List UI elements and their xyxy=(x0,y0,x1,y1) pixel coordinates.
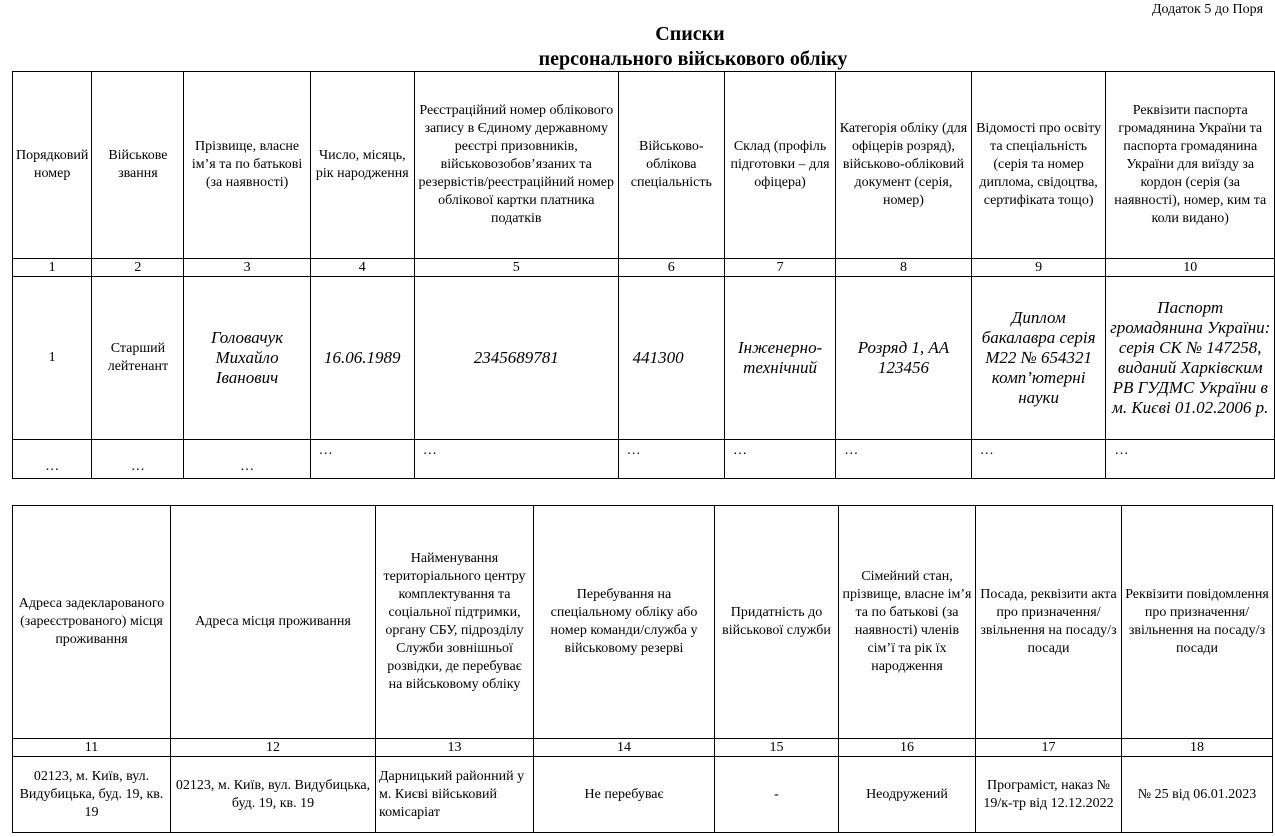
cell-registration-number: 2345689781 xyxy=(414,277,618,440)
header-cell: Перебування на спеціальному обліку або номер команди/служба у військовому резерві xyxy=(534,506,715,739)
header-cell: Реквізити паспорта громадянина України та паспорта громадянина України для виїзду за кордон (серія (за наявності), номер, ким та коли видано) xyxy=(1106,72,1275,259)
ellipsis-cell: … xyxy=(414,440,618,479)
cell-residence-address: 02123, м. Київ, вул. Видубицька, буд. 19, кв. 19 xyxy=(171,757,376,833)
personnel-table-part2 xyxy=(12,505,1273,833)
header-cell: Порядковий номер xyxy=(13,72,92,259)
column-number: 14 xyxy=(534,739,715,757)
header-cell: Реєстраційний номер облікового запису в Єдиному державному реєстрі призовників, військовозобов’язаних та резервістів/реєстраційний номер облікової картки платника податків xyxy=(414,72,618,259)
cell-category-document: Розряд 1, АА 123456 xyxy=(836,277,972,440)
ellipsis-cell: … xyxy=(310,440,414,479)
column-number: 8 xyxy=(836,259,972,277)
header-cell: Прізвище, власне ім’я та по батькові (за наявності) xyxy=(184,72,310,259)
column-number: 18 xyxy=(1122,739,1273,757)
column-number: 4 xyxy=(310,259,414,277)
ellipsis-cell: … xyxy=(13,440,92,479)
column-number: 17 xyxy=(976,739,1122,757)
ellipsis-cell: … xyxy=(1106,440,1275,479)
column-number: 15 xyxy=(715,739,839,757)
ellipsis-cell: … xyxy=(836,440,972,479)
appendix-label: Додаток 5 до Поря xyxy=(1152,2,1264,17)
ellipsis-cell: … xyxy=(618,440,724,479)
cell-passport: Паспорт громадянина України: серія СК № 147258, виданий Харківским РВ ГУДМС України в м. Києві 01.02.2006 р. xyxy=(1106,277,1275,440)
column-number: 11 xyxy=(13,739,171,757)
header-cell: Адреса задекларованого (зареєстрованого) місця проживання xyxy=(13,506,171,739)
header-cell: Число, місяць, рік народження xyxy=(310,72,414,259)
column-number-row xyxy=(13,259,1275,277)
column-number: 2 xyxy=(92,259,184,277)
cell-recruitment-center: Дарницький районний у м. Києві військовий комісаріат xyxy=(376,757,534,833)
header-cell: Сімейний стан, прізвище, власне ім’я та по батькові (за наявності) членів сім’ї та рік їх народження xyxy=(839,506,976,739)
cell-fitness: - xyxy=(715,757,839,833)
cell-education: Диплом бакалавра серія М22 № 654321 комп’ютерні науки xyxy=(971,277,1106,440)
cell-index: 1 xyxy=(13,277,92,440)
header-cell: Реквізити повідомлення про призначення/звільнення на посаду/з посади xyxy=(1122,506,1273,739)
column-number: 12 xyxy=(171,739,376,757)
column-number: 16 xyxy=(839,739,976,757)
column-number: 10 xyxy=(1106,259,1275,277)
header-cell: Відомості про освіту та спеціальність (серія та номер диплома, свідоцтва, сертифіката тощо) xyxy=(971,72,1106,259)
column-number: 7 xyxy=(724,259,835,277)
header-cell: Адреса місця проживання xyxy=(171,506,376,739)
ellipsis-cell: … xyxy=(724,440,835,479)
ellipsis-cell: … xyxy=(971,440,1106,479)
cell-rank: Старший лейтенант xyxy=(92,277,184,440)
cell-position-act: Програміст, наказ № 19/к-тр від 12.12.2022 xyxy=(976,757,1122,833)
document-subtitle: персонального військового обліку xyxy=(538,48,848,70)
cell-composition: Інженерно-технічний xyxy=(724,277,835,440)
table-row-placeholder xyxy=(13,440,1275,479)
column-number: 6 xyxy=(618,259,724,277)
cell-special-registration: Не перебуває xyxy=(534,757,715,833)
header-row xyxy=(13,72,1275,259)
cell-declared-address: 02123, м. Київ, вул. Видубицька, буд. 19, кв. 19 xyxy=(13,757,171,833)
cell-birth-date: 16.06.1989 xyxy=(310,277,414,440)
header-cell: Військове звання xyxy=(92,72,184,259)
column-number: 13 xyxy=(376,739,534,757)
cell-full-name: Головачук Михайло Іванович xyxy=(184,277,310,440)
header-cell: Найменування територіального центру комплектування та соціальної підтримки, органу СБУ, підрозділу Служби зовнішньої розвідки, де перебуває на військовому обліку xyxy=(376,506,534,739)
header-cell: Придатність до військової служби xyxy=(715,506,839,739)
cell-notification: № 25 від 06.01.2023 xyxy=(1122,757,1273,833)
cell-military-specialty: 441300 xyxy=(618,277,724,440)
table-row xyxy=(13,277,1275,440)
header-cell: Категорія обліку (для офіцерів розряд), військово-обліковий документ (серія, номер) xyxy=(836,72,972,259)
header-cell: Військово-облікова спеціальність xyxy=(618,72,724,259)
ellipsis-cell: … xyxy=(184,440,310,479)
column-number: 5 xyxy=(414,259,618,277)
column-number-row xyxy=(13,739,1273,757)
column-number: 1 xyxy=(13,259,92,277)
column-number: 3 xyxy=(184,259,310,277)
cell-family-status: Неодружений xyxy=(839,757,976,833)
table-row xyxy=(13,757,1273,833)
personnel-table-part1 xyxy=(12,71,1275,479)
document-title: Списки xyxy=(655,23,725,45)
header-cell: Склад (профіль підготовки – для офіцера) xyxy=(724,72,835,259)
column-number: 9 xyxy=(971,259,1106,277)
header-cell: Посада, реквізити акта про призначення/звільнення на посаду/з посади xyxy=(976,506,1122,739)
ellipsis-cell: … xyxy=(92,440,184,479)
header-row xyxy=(13,506,1273,739)
